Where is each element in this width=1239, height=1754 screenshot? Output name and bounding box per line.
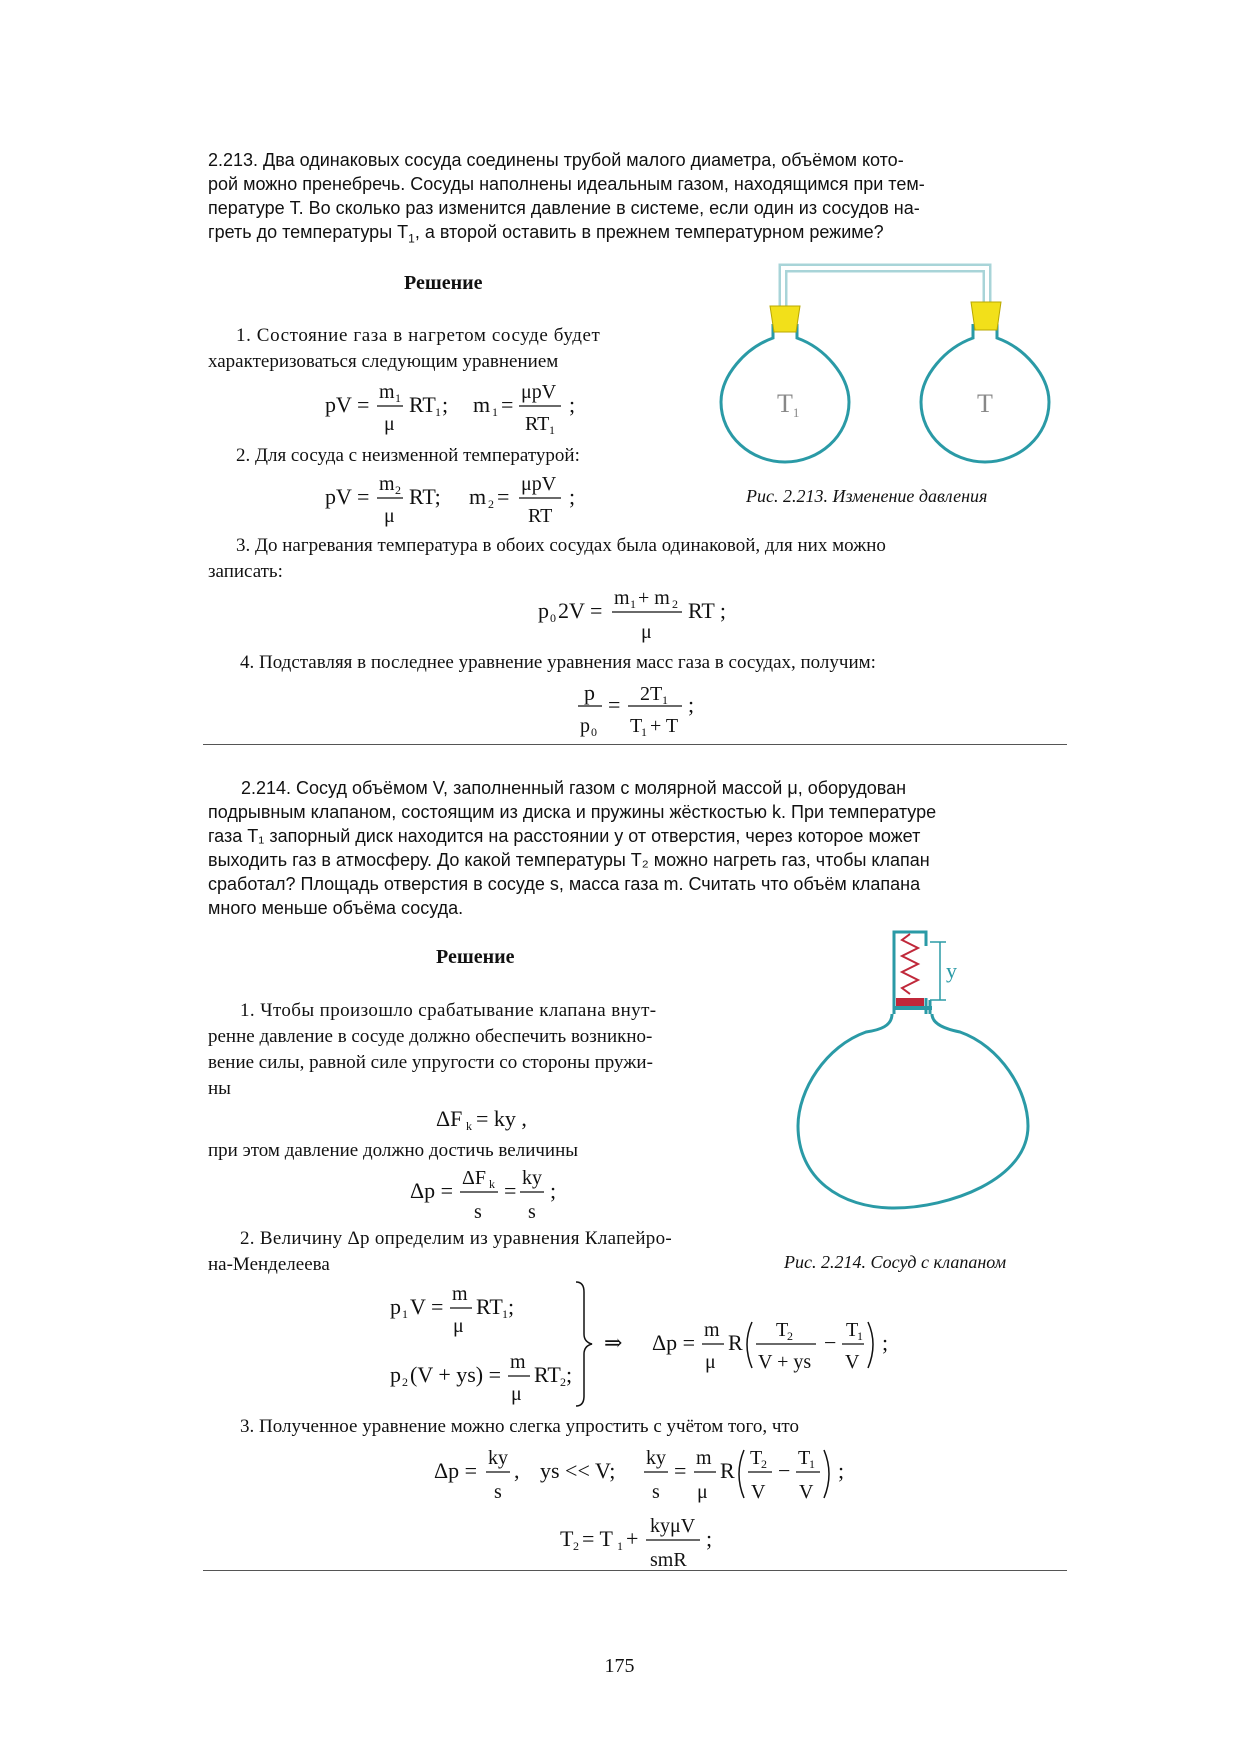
svg-text:s: s bbox=[494, 1481, 502, 1503]
svg-text:;: ; bbox=[688, 692, 695, 717]
statement-line: пературе T. Во сколько раз изменится давление в системе, если один из сосудов на- bbox=[208, 198, 920, 218]
statement-line: 2.213. Два одинаковых сосуда соединены трубой малого диаметра, объёмом кото- bbox=[208, 150, 904, 170]
svg-text:;: ; bbox=[838, 1458, 845, 1483]
svg-text:μ: μ bbox=[697, 1481, 708, 1503]
svg-text:2: 2 bbox=[488, 497, 494, 511]
svg-text:Δp =: Δp = bbox=[410, 1178, 454, 1203]
svg-text:V: V bbox=[751, 1481, 766, 1503]
svg-text:T: T bbox=[630, 715, 643, 737]
formula-state-heated bbox=[325, 378, 585, 444]
statement-text: греть до температуры T bbox=[208, 222, 409, 242]
svg-text:ky: ky bbox=[522, 1167, 542, 1189]
svg-text:;: ; bbox=[706, 1526, 713, 1551]
svg-text:m: m bbox=[379, 381, 395, 403]
svg-text:1: 1 bbox=[809, 1457, 815, 1471]
svg-text:+ m: + m bbox=[638, 587, 670, 609]
svg-text:μ: μ bbox=[511, 1383, 522, 1405]
svg-text:RT: RT bbox=[525, 413, 550, 435]
svg-text:p: p bbox=[580, 715, 590, 737]
step-2-213: 2. Для сосуда с неизменной температурой: bbox=[236, 445, 580, 466]
svg-text:ΔF: ΔF bbox=[436, 1106, 463, 1131]
caption-214: Рис. 2.214. Сосуд с клапаном bbox=[784, 1252, 1007, 1272]
svg-text:μ: μ bbox=[384, 505, 395, 527]
svg-text:2: 2 bbox=[573, 1539, 579, 1553]
problem-214-statement bbox=[208, 776, 1064, 920]
svg-text:μ: μ bbox=[384, 413, 395, 435]
svg-text:p: p bbox=[538, 598, 549, 623]
svg-text:V =: V = bbox=[410, 1294, 444, 1319]
svg-text:μ: μ bbox=[705, 1351, 716, 1373]
svg-text:= ky ,: = ky , bbox=[476, 1106, 527, 1131]
svg-text:1: 1 bbox=[435, 405, 441, 419]
formula-svg bbox=[390, 1280, 910, 1410]
svg-text:1: 1 bbox=[630, 597, 636, 611]
formula-svg bbox=[578, 676, 718, 742]
svg-text:1: 1 bbox=[662, 693, 668, 707]
svg-text:2: 2 bbox=[761, 1457, 767, 1471]
svg-text:=: = bbox=[501, 392, 514, 417]
statement-line: выходить газ в атмосферу. До какой температуры T₂ можно нагреть газ, чтобы клапан bbox=[208, 850, 930, 870]
step-4-213: 4. Подставляя в последнее уравнение уравнения масс газа в сосудах, получим: bbox=[240, 652, 876, 673]
svg-text:V: V bbox=[845, 1351, 860, 1373]
svg-text:s: s bbox=[528, 1201, 536, 1223]
svg-text:m: m bbox=[696, 1447, 712, 1469]
stopper-right bbox=[971, 302, 1001, 330]
label-t: T bbox=[977, 389, 993, 418]
solution-heading-213: Решение bbox=[404, 272, 483, 294]
svg-text:−: − bbox=[824, 1330, 837, 1355]
step-1-213 bbox=[208, 323, 692, 375]
flask-valve-drawing bbox=[780, 922, 1040, 1212]
svg-text:1: 1 bbox=[492, 405, 498, 419]
svg-text:m: m bbox=[614, 587, 630, 609]
svg-text:2: 2 bbox=[672, 597, 678, 611]
svg-text:T: T bbox=[560, 1526, 574, 1551]
svg-text:;: ; bbox=[508, 1294, 515, 1319]
formula-state-constant bbox=[325, 470, 585, 536]
svg-text:1: 1 bbox=[502, 1307, 508, 1321]
step-line: 2. Величину Δp определим из уравнения Клапейро- bbox=[240, 1228, 673, 1249]
svg-text:V + ys: V + ys bbox=[758, 1351, 812, 1373]
problem-213-statement bbox=[208, 148, 1064, 251]
svg-text:2V =: 2V = bbox=[558, 598, 603, 623]
svg-text:RT: RT bbox=[534, 1362, 561, 1387]
svg-text:1: 1 bbox=[857, 1329, 863, 1343]
svg-text:μpV: μpV bbox=[521, 473, 557, 495]
caption-213: Рис. 2.213. Изменение давления bbox=[746, 486, 988, 506]
svg-text:= T: = T bbox=[582, 1526, 613, 1551]
svg-text:1: 1 bbox=[395, 391, 401, 405]
svg-text:RT ;: RT ; bbox=[688, 598, 727, 623]
formula-final-temperature bbox=[560, 1510, 720, 1582]
step-2-214 bbox=[208, 1226, 756, 1278]
statement-line: подрывным клапаном, состоящим из диска и пружины жёсткостью k. При температуре bbox=[208, 802, 937, 822]
connecting-tube bbox=[783, 268, 987, 310]
svg-text:μ: μ bbox=[453, 1315, 464, 1337]
svg-text:;: ; bbox=[442, 392, 449, 417]
svg-text:m: m bbox=[473, 392, 491, 417]
formula-clapeyron-system bbox=[390, 1280, 910, 1416]
statement-line: газа T₁ запорный диск находится на расстоянии y от отверстия, через которое может bbox=[208, 826, 921, 846]
svg-text:Δp =: Δp = bbox=[434, 1458, 478, 1483]
svg-text:=: = bbox=[504, 1178, 517, 1203]
svg-text:;: ; bbox=[569, 392, 576, 417]
svg-text:0: 0 bbox=[550, 611, 556, 625]
svg-text:Δp =: Δp = bbox=[652, 1330, 696, 1355]
svg-text:p: p bbox=[390, 1362, 401, 1387]
step-line: ны bbox=[208, 1078, 231, 1099]
svg-text:smR: smR bbox=[650, 1549, 687, 1571]
svg-text:;: ; bbox=[550, 1178, 557, 1203]
step-line: 3. До нагревания температура в обоих сосудах была одинаковой, для них можно bbox=[236, 535, 886, 556]
svg-text:RT: RT bbox=[409, 392, 436, 417]
svg-text:2: 2 bbox=[560, 1375, 566, 1389]
svg-text:2: 2 bbox=[787, 1329, 793, 1343]
statement-line: много меньше объёма сосуда. bbox=[208, 898, 464, 918]
svg-text:RT: RT bbox=[528, 505, 553, 527]
right-brace bbox=[576, 1282, 592, 1406]
step-1-214-after: при этом давление должно достичь величины bbox=[208, 1140, 579, 1161]
svg-text:μpV: μpV bbox=[521, 381, 557, 403]
svg-text:=: = bbox=[497, 484, 510, 509]
statement-line bbox=[208, 220, 1064, 251]
divider-214 bbox=[203, 1570, 1067, 1571]
svg-text:RT: RT bbox=[476, 1294, 503, 1319]
formula-svg bbox=[325, 378, 585, 438]
svg-text:T: T bbox=[776, 1319, 789, 1341]
svg-text:p: p bbox=[390, 1294, 401, 1319]
svg-text:kyμV: kyμV bbox=[650, 1515, 696, 1537]
formula-svg bbox=[410, 1162, 560, 1228]
svg-text:p: p bbox=[584, 680, 595, 705]
svg-text:m: m bbox=[510, 1351, 526, 1373]
step-line: характеризоваться следующим уравнением bbox=[208, 351, 559, 372]
svg-text:=: = bbox=[608, 692, 621, 717]
svg-text:T: T bbox=[798, 1447, 811, 1469]
svg-text:μ: μ bbox=[641, 621, 652, 643]
svg-text:ys << V;: ys << V; bbox=[540, 1458, 616, 1483]
svg-text:R: R bbox=[728, 1330, 743, 1355]
step-line: 1. Чтобы произошло срабатывание клапана внут- bbox=[240, 1000, 657, 1021]
svg-text:s: s bbox=[652, 1481, 660, 1503]
svg-text:(V + ys) =: (V + ys) = bbox=[410, 1362, 502, 1387]
two-flasks-drawing bbox=[715, 262, 1055, 482]
svg-text:2: 2 bbox=[402, 1375, 408, 1389]
divider-213 bbox=[203, 744, 1067, 745]
svg-text:+: + bbox=[626, 1526, 639, 1551]
formula-svg bbox=[325, 470, 585, 530]
svg-text:−: − bbox=[778, 1458, 791, 1483]
label-t1: T1 bbox=[777, 389, 800, 420]
formula-svg bbox=[538, 582, 748, 648]
svg-text:T: T bbox=[846, 1319, 859, 1341]
step-line: на-Менделеева bbox=[208, 1254, 330, 1275]
step-line: записать: bbox=[208, 561, 283, 582]
label-y: y bbox=[946, 958, 957, 983]
svg-text:V: V bbox=[799, 1481, 814, 1503]
svg-text:k: k bbox=[466, 1119, 472, 1133]
formula-initial-state bbox=[538, 582, 748, 654]
svg-text:ΔF: ΔF bbox=[462, 1167, 486, 1189]
formula-pressure-threshold bbox=[410, 1162, 560, 1234]
svg-text:1: 1 bbox=[641, 725, 647, 739]
formula-svg bbox=[436, 1104, 546, 1138]
step-line: ренне давление в сосуде должно обеспечить возникно- bbox=[208, 1026, 653, 1047]
svg-text:ky: ky bbox=[488, 1447, 508, 1469]
statement-text: , а второй оставить в прежнем температурном режиме? bbox=[414, 222, 884, 242]
svg-text:+ T: + T bbox=[650, 715, 679, 737]
formula-pressure-ratio bbox=[578, 676, 718, 748]
svg-text:,: , bbox=[514, 1458, 520, 1483]
svg-text:RT;: RT; bbox=[409, 484, 441, 509]
vessel-body bbox=[798, 1014, 1028, 1208]
svg-text:0: 0 bbox=[591, 725, 597, 739]
statement-line: 2.214. Сосуд объёмом V, заполненный газом с молярной массой μ, оборудован bbox=[241, 778, 907, 798]
svg-text:=: = bbox=[674, 1458, 687, 1483]
solution-heading-214: Решение bbox=[436, 946, 515, 968]
svg-text:⇒: ⇒ bbox=[604, 1330, 623, 1355]
svg-text:;: ; bbox=[566, 1362, 573, 1387]
step-line: 1. Состояние газа в нагретом сосуде будет bbox=[236, 325, 601, 346]
svg-text:pV =: pV = bbox=[325, 392, 370, 417]
svg-text:s: s bbox=[474, 1201, 482, 1223]
svg-text:;: ; bbox=[882, 1330, 889, 1355]
svg-text:m: m bbox=[452, 1283, 468, 1305]
step-1-214 bbox=[208, 998, 756, 1102]
svg-text:1: 1 bbox=[549, 423, 555, 437]
svg-text:2: 2 bbox=[395, 483, 401, 497]
svg-text:R: R bbox=[720, 1458, 735, 1483]
statement-line: рой можно пренебречь. Сосуды наполнены идеальным газом, находящимся при тем- bbox=[208, 174, 925, 194]
valve-disk bbox=[896, 998, 924, 1006]
svg-text:ky: ky bbox=[646, 1447, 666, 1469]
step-3-214: 3. Полученное уравнение можно слегка упростить с учётом того, что bbox=[240, 1416, 799, 1437]
svg-text:;: ; bbox=[569, 484, 576, 509]
svg-text:T: T bbox=[750, 1447, 763, 1469]
svg-text:1: 1 bbox=[402, 1307, 408, 1321]
formula-simplification bbox=[434, 1442, 854, 1514]
figure-two-flasks bbox=[715, 262, 1055, 487]
svg-text:1: 1 bbox=[617, 1539, 623, 1553]
svg-text:m: m bbox=[704, 1319, 720, 1341]
spring bbox=[902, 934, 918, 994]
svg-text:pV =: pV = bbox=[325, 484, 370, 509]
svg-text:m: m bbox=[379, 473, 395, 495]
subscript: 1 bbox=[408, 231, 415, 246]
page-number: 175 bbox=[604, 1655, 635, 1677]
svg-text:k: k bbox=[489, 1177, 495, 1191]
step-3-213 bbox=[208, 533, 1064, 585]
formula-svg bbox=[560, 1510, 720, 1576]
step-line: вение силы, равной силе упругости со стороны пружи- bbox=[208, 1052, 653, 1073]
statement-line: сработал? Площадь отверстия в сосуде s, масса газа m. Считать что объём клапана bbox=[208, 874, 921, 894]
svg-text:2T: 2T bbox=[640, 683, 663, 705]
figure-flask-valve bbox=[780, 922, 1040, 1217]
svg-text:m: m bbox=[469, 484, 487, 509]
formula-svg bbox=[434, 1442, 854, 1508]
stopper-left bbox=[770, 306, 800, 332]
